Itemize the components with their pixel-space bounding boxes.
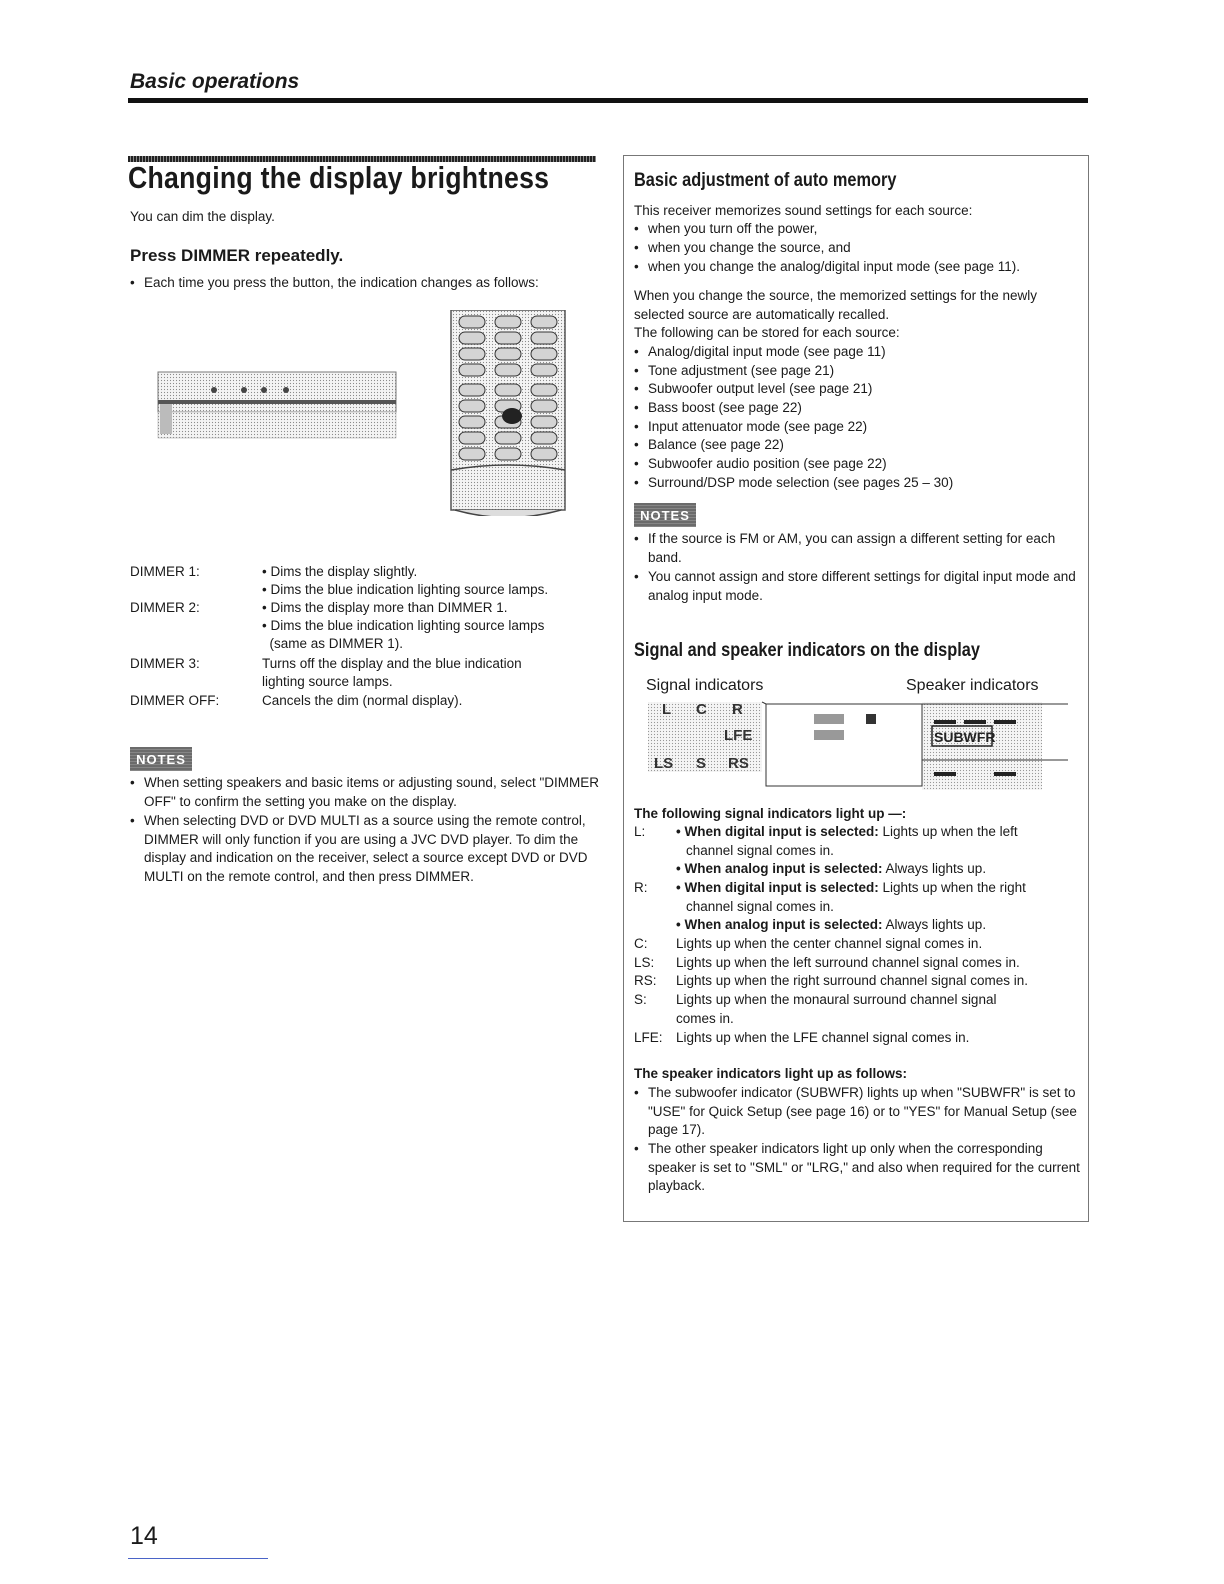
signal-text: Lights up when the monaural surround channel signal	[676, 992, 997, 1007]
speaker-heading: The speaker indicators light up as follows:	[634, 1066, 908, 1081]
footer-line	[128, 1558, 268, 1559]
signal-condition: • When digital input is selected:	[676, 824, 879, 839]
signal-text: Lights up when the left surround channel signal comes in.	[676, 955, 1020, 970]
auto-memory-intro: This receiver memorizes sound settings for each source:	[634, 203, 973, 218]
list-item: • when you change the source, and	[634, 239, 1088, 258]
signal-text: Lights up when the LFE channel signal comes in.	[676, 1030, 970, 1045]
dimmer-3-line-2: lighting source lamps.	[262, 674, 393, 689]
signal-text: Always lights up.	[882, 861, 987, 876]
list-item: • Surround/DSP mode selection (see pages 25 – 30)	[634, 474, 953, 493]
dimmer-off-line-1: Cancels the dim (normal display).	[262, 693, 463, 708]
indicator-c: C	[696, 701, 707, 718]
indicator-rs: RS	[728, 755, 749, 772]
signal-key: R:	[634, 880, 648, 895]
signal-text-cont: channel signal comes in.	[686, 899, 834, 914]
notes-badge: NOTES	[130, 747, 192, 771]
signal-condition: • When analog input is selected:	[676, 917, 883, 932]
dimmer-1-line-1: • Dims the display slightly.	[262, 564, 418, 579]
list-item: • Subwoofer audio position (see page 22)	[634, 455, 887, 474]
recall-paragraph: When you change the source, the memorized settings for the newly selected source are automatically recalled.	[634, 288, 1037, 322]
speaker-indicators-label: Speaker indicators	[906, 677, 1039, 694]
signal-text: Always lights up.	[882, 917, 987, 932]
signal-key: L:	[634, 824, 646, 839]
indicator-s: S	[696, 755, 707, 772]
page-title: Changing the display brightness	[128, 160, 550, 195]
dimmer-2-line-1: • Dims the display more than DIMMER 1.	[262, 600, 508, 615]
remote-control-illustration	[449, 310, 567, 516]
dimmer-3-line-1: Turns off the display and the blue indication	[262, 656, 522, 671]
signal-text-cont: comes in.	[676, 1011, 734, 1026]
note-item: • You cannot assign and store different settings for digital input mode and analog input mode.	[634, 568, 1086, 605]
signal-condition: • When analog input is selected:	[676, 861, 883, 876]
dimmer-2-label: DIMMER 2:	[130, 600, 200, 615]
list-item: • Tone adjustment (see page 21)	[634, 362, 834, 381]
list-item: • Subwoofer output level (see page 21)	[634, 380, 872, 399]
section-header: Basic operations	[130, 70, 300, 93]
notes-badge: NOTES	[634, 503, 696, 527]
instruction-heading: Press DIMMER repeatedly.	[130, 246, 344, 265]
auto-memory-heading: Basic adjustment of auto memory	[634, 170, 897, 191]
instruction-bullet: • Each time you press the button, the indication changes as follows:	[130, 274, 604, 293]
indicator-l: L	[662, 701, 672, 718]
signal-text: Lights up when the right	[878, 880, 1026, 895]
indicator-subwfr: SUBWFR	[934, 729, 996, 745]
header-rule	[128, 98, 1088, 103]
dimmer-off-label: DIMMER OFF:	[130, 693, 220, 708]
page-number: 14	[130, 1522, 158, 1550]
speaker-note: • The other speaker indicators light up only when the corresponding speaker is set to "SML" or "LRG," and also when required for the current playback.	[634, 1140, 1086, 1196]
signal-text: Lights up when the left	[878, 824, 1018, 839]
signal-indicators-label: Signal indicators	[646, 677, 764, 694]
indicators-heading: Signal and speaker indicators on the display	[634, 640, 980, 661]
receiver-illustration	[154, 370, 398, 440]
speaker-note: • The subwoofer indicator (SUBWFR) lights up when "SUBWFR" is set to "USE" for Quick Setup (see page 16) or to "YES" for Manual Setup (see page 17).	[634, 1084, 1086, 1140]
list-item: • Input attenuator mode (see page 22)	[634, 418, 867, 437]
signal-condition: • When digital input is selected:	[676, 880, 879, 895]
dimmer-3-label: DIMMER 3:	[130, 656, 200, 671]
note-item: • If the source is FM or AM, you can assign a different setting for each band.	[634, 530, 1086, 567]
intro-text: You can dim the display.	[130, 209, 275, 224]
indicator-r: R	[732, 701, 743, 718]
indicator-diagram	[644, 700, 1068, 794]
indicator-ls: LS	[654, 755, 674, 772]
signal-key: C:	[634, 936, 648, 951]
list-item: • Bass boost (see page 22)	[634, 399, 802, 418]
dimmer-1-line-2: • Dims the blue indication lighting source lamps.	[262, 582, 549, 597]
signal-text: Lights up when the center channel signal comes in.	[676, 936, 983, 951]
dimmer-2-line-2: • Dims the blue indication lighting source lamps	[262, 618, 545, 633]
signal-key: S:	[634, 992, 647, 1007]
list-item: • when you turn off the power,	[634, 220, 1088, 239]
dimmer-2-line-3: (same as DIMMER 1).	[262, 636, 404, 651]
dimmer-1-label: DIMMER 1:	[130, 564, 200, 579]
indicator-lfe: LFE	[724, 727, 753, 744]
signal-heading: The following signal indicators light up —:	[634, 806, 907, 821]
signal-key: LS:	[634, 955, 655, 970]
list-item: • Balance (see page 22)	[634, 436, 784, 455]
note-item: • When setting speakers and basic items or adjusting sound, select "DIMMER OFF" to confirm the setting you make on the display.	[130, 774, 602, 811]
signal-text: Lights up when the right surround channel signal comes in.	[676, 973, 1028, 988]
signal-key: RS:	[634, 973, 657, 988]
signal-text-cont: channel signal comes in.	[686, 843, 834, 858]
signal-key: LFE:	[634, 1030, 663, 1045]
list-item: • Analog/digital input mode (see page 11)	[634, 343, 886, 362]
note-item: • When selecting DVD or DVD MULTI as a source using the remote control, DIMMER will only function if you are using a JVC DVD player. To dim the display and indication on the receiver, select a source except DVD or DVD MULTI on the remote control, and then press DIMMER.	[130, 812, 602, 886]
list-item: • when you change the analog/digital input mode (see page 11).	[634, 258, 1088, 277]
stored-paragraph: The following can be stored for each source:	[634, 325, 900, 340]
